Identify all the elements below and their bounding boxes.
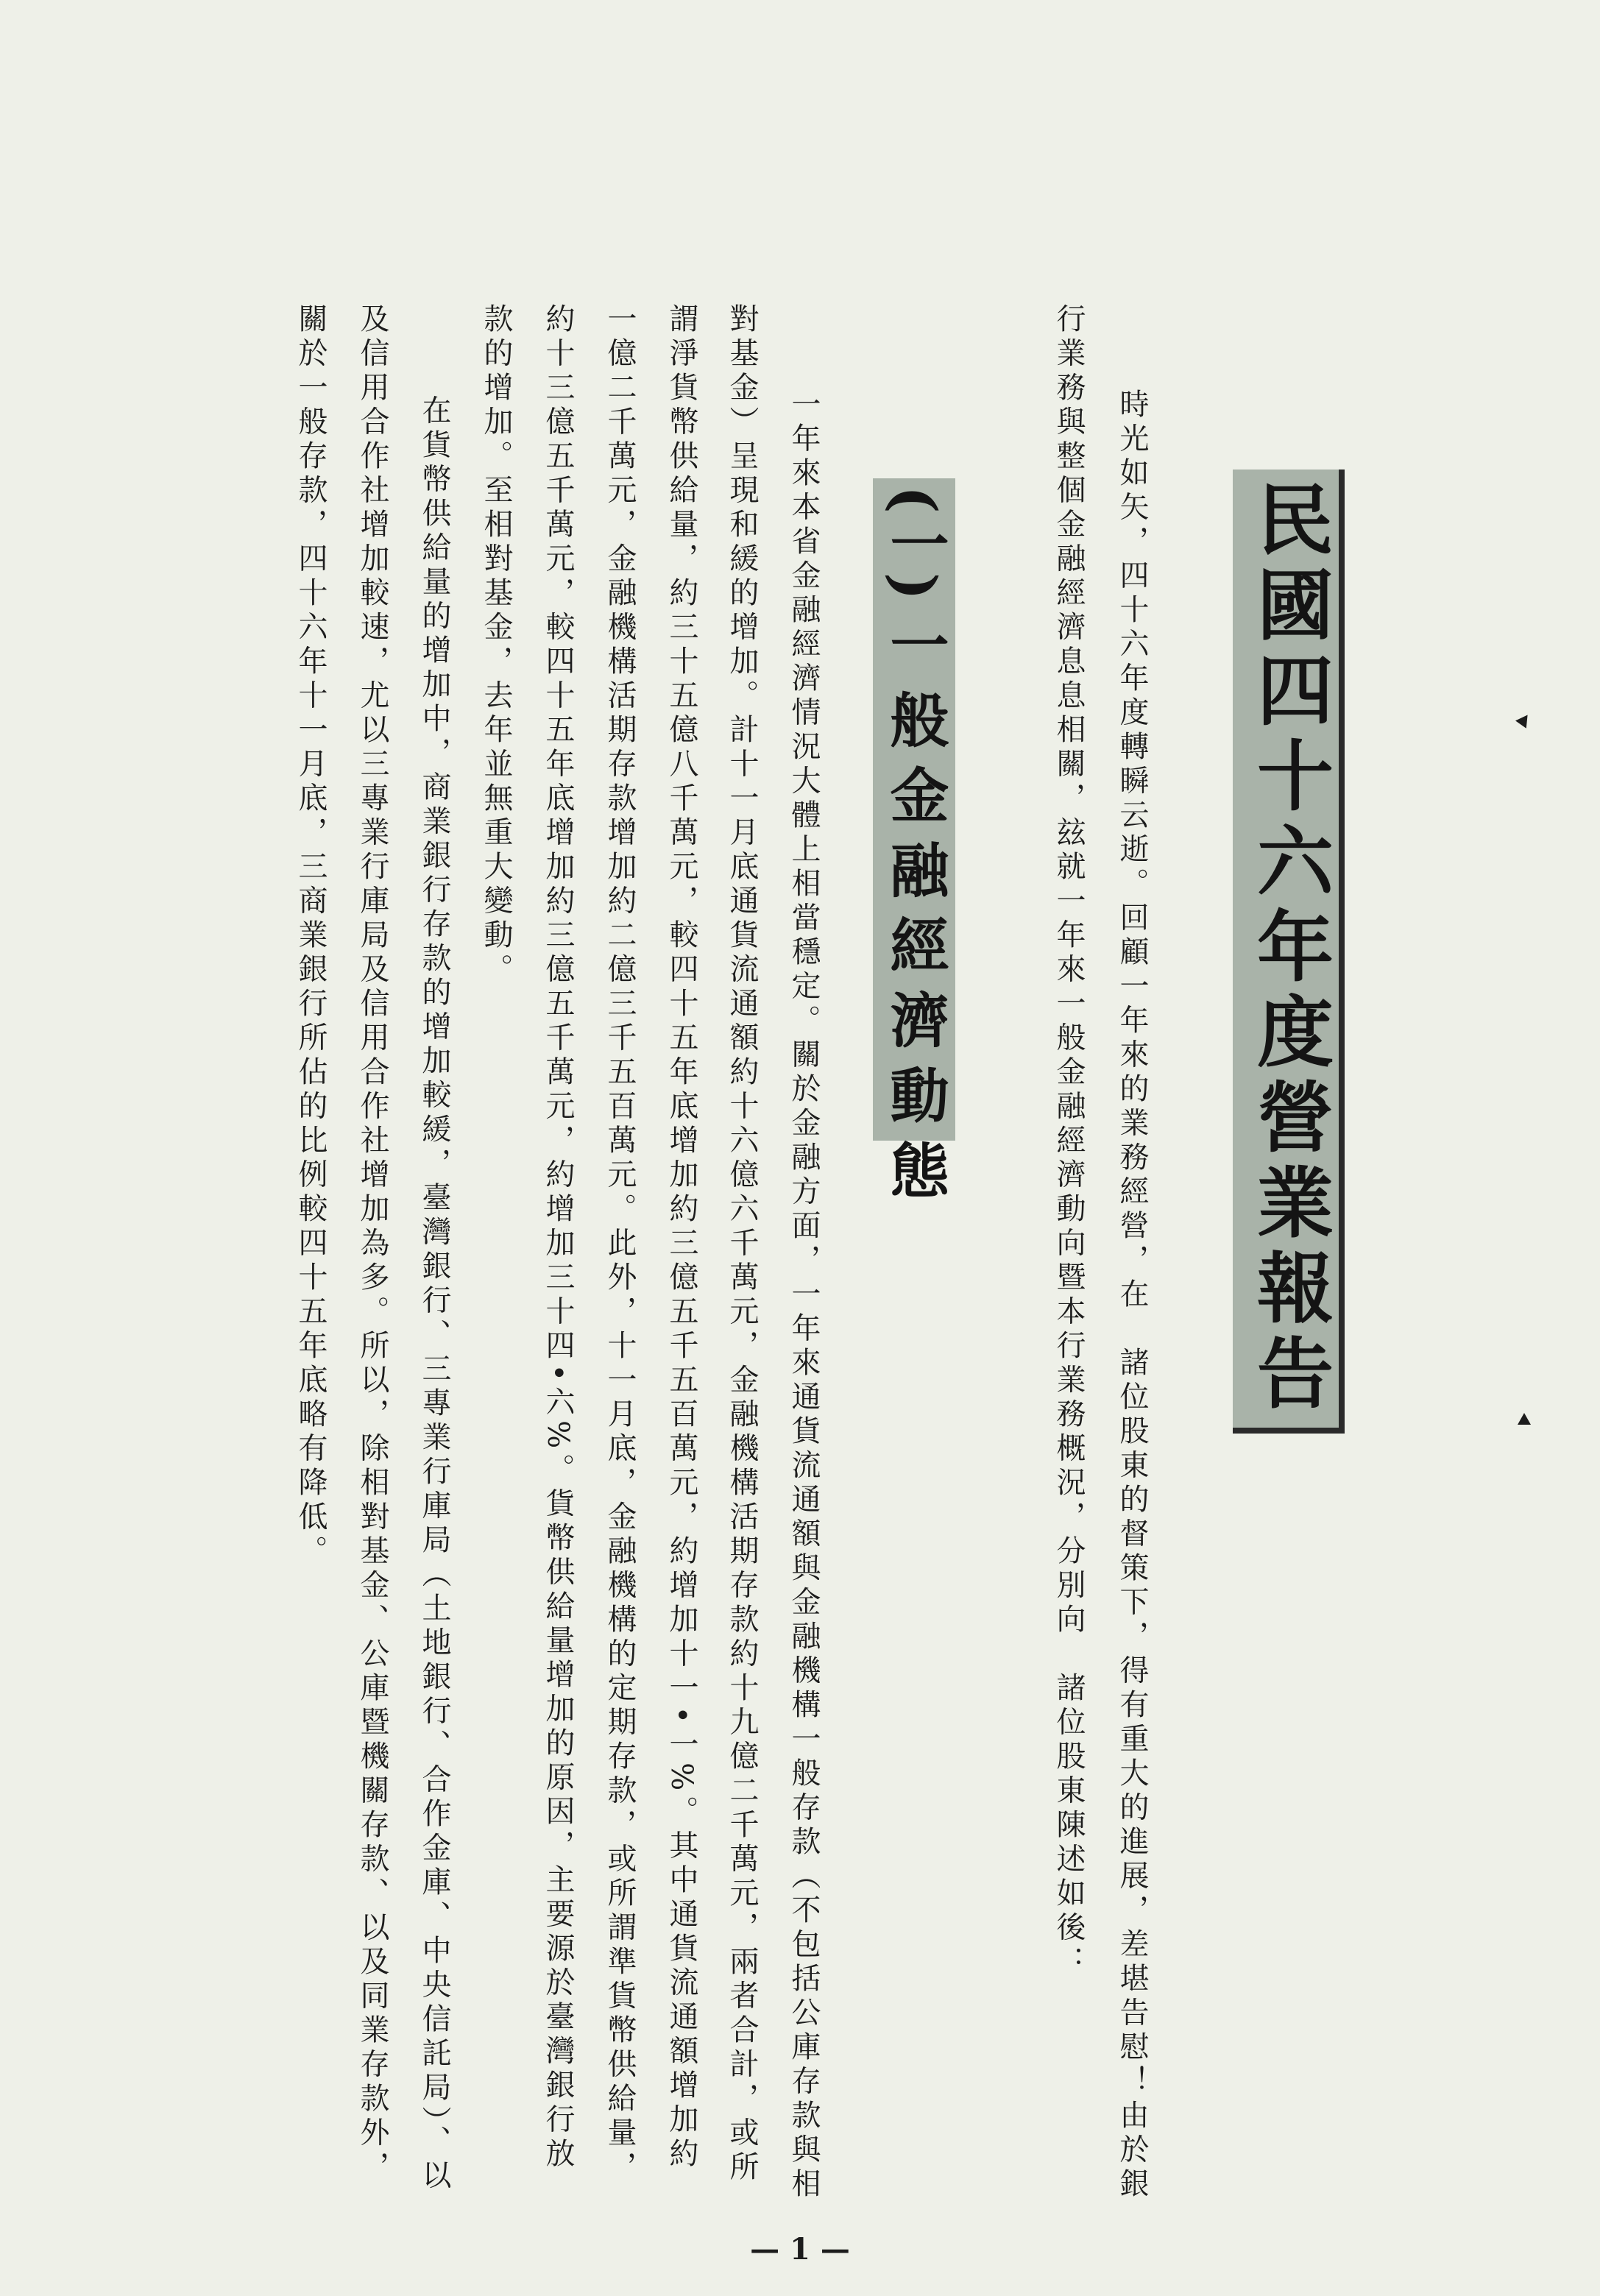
body-paragraph-line: 一億二千萬元，金融機構活期存款增加約二億三千五百萬元。此外，十一月底，金融機構的定期存款，或所謂準貨幣供給量， <box>603 303 637 2186</box>
body-paragraph-line: 及信用合作社增加較速，尤以三專業行庫局及信用合作社增加為多。所以，除相對基金、公庫暨機關存款、以及同業存款外， <box>355 303 389 2186</box>
section-number: (一) <box>880 486 949 600</box>
body-paragraph-line: 一年來本省金融經濟情況大體上相當穩定。關於金融方面，一年來通貨流通額與金融機構一般存款（不包括公庫存款與相 <box>787 389 821 2203</box>
section-heading: 一般金融經濟動態 <box>880 614 949 1215</box>
intro-paragraph-line: 時光如矢，四十六年度轉瞬云逝。回顧一年來的業務經營，在 諸位股東的督策下，得有重大的進展，差堪告慰！由於銀 <box>1115 389 1149 2203</box>
body-paragraph-line: 對基金）呈現和緩的增加。計十一月底通貨流通額約十六億六千萬元，金融機構活期存款約十九億二千萬元，兩者合計，或所 <box>725 303 759 2186</box>
page-number: — 1 — <box>750 2232 850 2267</box>
body-paragraph-line: 款的增加。至相對基金，去年並無重大變動。 <box>479 303 513 988</box>
body-paragraph-line: 在貨幣供給量的增加中，商業銀行存款的增加較緩，臺灣銀行、三專業行庫局（土地銀行、合作金庫、中央信託局）、以 <box>417 361 451 2194</box>
body-paragraph-line: 約十三億五千萬元，較四十五年底增加約三億五千萬元，約增加三十四•六%。貨幣供給量增加的原因，主要源於臺灣銀行放 <box>541 303 575 2172</box>
document-title: 民國四十六年度營業報告 <box>1244 480 1334 1419</box>
paper-speck <box>1518 1413 1531 1425</box>
paper-speck <box>1515 711 1533 728</box>
intro-paragraph-line: 行業務與整個金融經濟息息相關，玆就一年來一般金融經濟動向暨本行業務概況，分別向 諸位股東陳述如後： <box>1052 303 1086 1980</box>
body-paragraph-line: 關於一般存款，四十六年十一月底，三商業銀行所佔的比例較四十五年底略有降低。 <box>294 303 328 1570</box>
body-paragraph-line: 謂淨貨幣供給量，約三十五億八千萬元，較四十五年底增加約三億五千五百萬元，約增加十一•一%。其中通貨流通額增加約 <box>665 303 698 2172</box>
